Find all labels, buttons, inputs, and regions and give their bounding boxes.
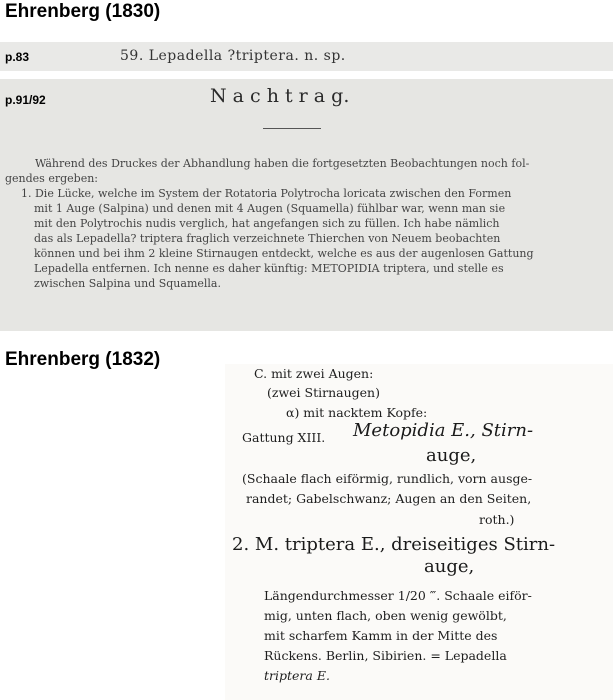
line-triptera-e: triptera E. [264, 668, 330, 683]
page-ref-p91-92: p.91/92 [5, 93, 46, 107]
line-triptera-species: 2. M. triptera E., dreiseitiges Stirn- [232, 534, 556, 555]
line-schaale-1: (Schaale flach eiförmig, rundlich, vorn ausge- [242, 471, 533, 486]
line-mig: mig, unten flach, oben wenig gewölbt, [264, 608, 507, 623]
line-stirnauge-1: auge, [426, 445, 477, 466]
nachtrag-line-3: 1. Die Lücke, welche im System der Rotatoria Polytrocha loricata zwischen den Formen [21, 187, 512, 200]
line-laengen: Längendurchmesser 1/20 ‴. Schaale eiför- [264, 588, 532, 603]
nachtrag-line-2: gendes ergeben: [5, 172, 98, 185]
line-rueckens: Rückens. Berlin, Sibirien. = Lepadella [264, 648, 507, 663]
nachtrag-line-4: mit 1 Auge (Salpina) und denen mit 4 Augen (Squamella) fühlbar war, wenn man sie [34, 202, 506, 215]
nachtrag-line-9: zwischen Salpina und Squamella. [34, 277, 221, 290]
line-stirnauge-2: auge, [424, 556, 475, 577]
line-schaale-2: randet; Gabelschwanz; Augen an den Seiten, [246, 491, 532, 506]
nachtrag-line-8: Lepadella entfernen. Ich nenne es daher künftig: METOPIDIA triptera, und stelle es [34, 262, 504, 275]
divider-rule [263, 128, 321, 129]
nachtrag-line-7: können und bei ihm 2 kleine Stirnaugen entdeckt, welche es aus der augenlosen Gattung [34, 247, 534, 260]
nachtrag-line-6: das als Lepadella? triptera fraglich verzeichnete Thierchen von Neuem beobachten [34, 232, 501, 245]
page-ref-p83: p.83 [5, 50, 30, 64]
line-nacktem-kopfe: α) mit nacktem Kopfe: [286, 405, 428, 420]
nachtrag-title: N a c h t r a g. [210, 85, 350, 107]
line-stirnaugen: (zwei Stirnaugen) [267, 385, 380, 400]
line-metopidia: Metopidia E., Stirn- [353, 420, 534, 441]
line-kamm: mit scharfem Kamm in der Mitte des [264, 628, 498, 643]
line-gattung: Gattung XIII. [242, 430, 326, 445]
heading-1832: Ehrenberg (1832) [5, 349, 161, 370]
heading-1830: Ehrenberg (1830) [5, 1, 161, 22]
nachtrag-line-5: mit den Polytrochis nudis verglich, hat angefangen sich zu füllen. Ich habe nämlich [34, 217, 500, 230]
entry-lepadella: 59. Lepadella ?triptera. n. sp. [120, 48, 346, 64]
line-zwei-augen: C. mit zwei Augen: [254, 366, 374, 381]
nachtrag-line-1: Während des Druckes der Abhandlung haben die fortgesetzten Beobachtungen noch fol- [35, 157, 530, 170]
line-roth: roth.) [479, 512, 515, 527]
